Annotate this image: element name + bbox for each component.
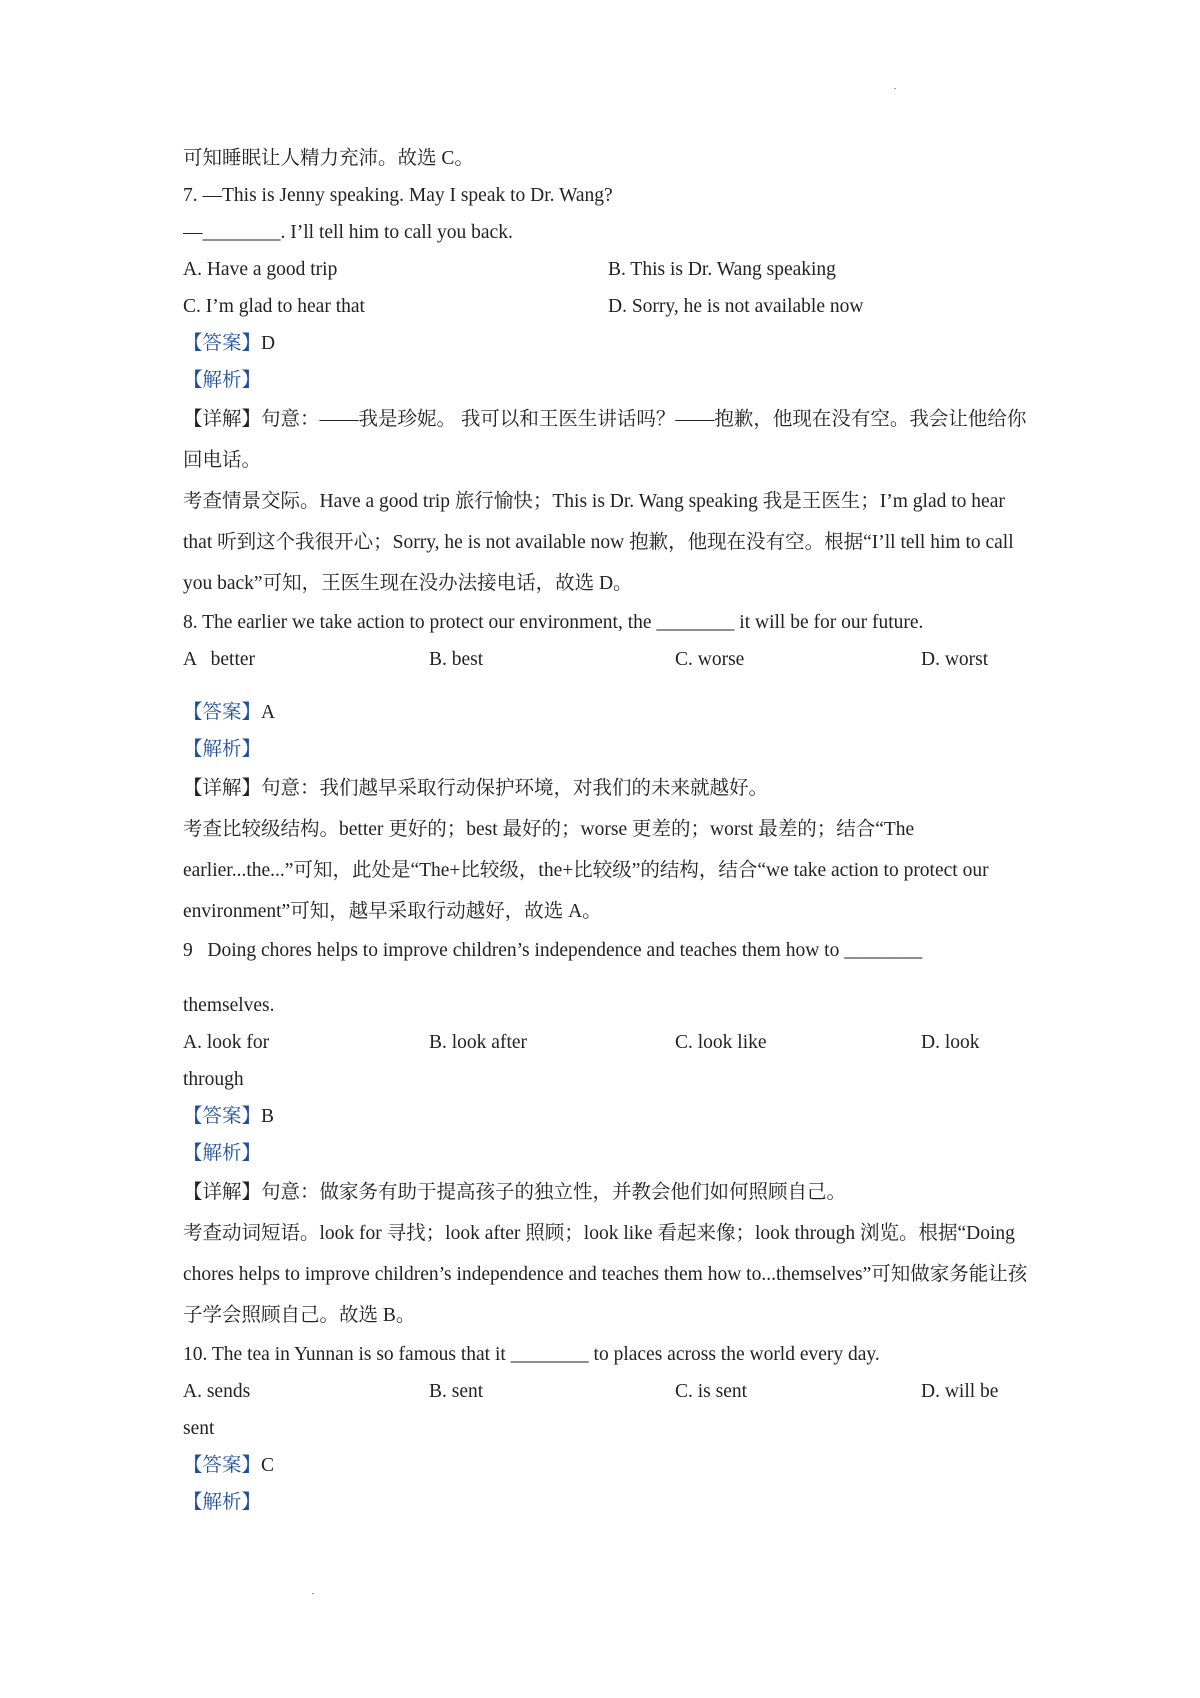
q9-answer-value: B — [261, 1106, 275, 1127]
q10-option-a: A. sends — [183, 1381, 251, 1402]
q9-analysis — [183, 1135, 1033, 1172]
analysis-label: 【解析】 — [183, 739, 262, 760]
question-8 — [183, 604, 1033, 932]
q9-option-a: A. look for — [183, 1032, 270, 1053]
detail-label: 【详解】 — [183, 1182, 262, 1203]
question-9 — [183, 932, 1033, 1336]
q8-option-d: D. worst — [921, 649, 989, 670]
q9-explanation: 考查动词短语。look for 寻找；look after 照顾；look like 看起来像；look through 浏览。根据“Doing chores helps to improve children’s independence and teaches them how to...themselves”可知做家务能让孩子学会照顾自己。故选 B。 — [183, 1223, 1028, 1326]
detail-label: 【详解】 — [183, 409, 262, 430]
scan-speck — [312, 1593, 314, 1594]
scan-speck — [894, 88, 896, 89]
q7-options-row-2 — [183, 288, 1033, 325]
q7-answer — [183, 325, 1033, 362]
q8-stem: 8. The earlier we take action to protect our environment, the ________ it will be for our future. — [183, 612, 924, 633]
q9-option-d-wrap: through — [183, 1069, 244, 1090]
q10-option-b: B. sent — [429, 1381, 484, 1402]
q8-detail-text: 句意：我们越早采取行动保护环境，对我们的未来就越好。 — [261, 778, 769, 799]
q9-option-c: C. look like — [675, 1032, 767, 1053]
q9-option-d: D. look — [921, 1032, 980, 1053]
q8-detail — [183, 768, 1033, 809]
q7-options-row-1 — [183, 251, 1033, 288]
q8-option-a: A better — [183, 649, 256, 670]
answer-label: 【答案】 — [183, 333, 262, 354]
q10-stem: 10. The tea in Yunnan is so famous that it ________ to places across the world every day. — [183, 1344, 880, 1365]
q9-stem-continued: themselves. — [183, 995, 275, 1016]
analysis-label: 【解析】 — [183, 1143, 262, 1164]
analysis-label: 【解析】 — [183, 370, 262, 391]
q10-answer-value: C — [261, 1455, 275, 1476]
question-7 — [183, 177, 1033, 604]
document-body — [183, 140, 1033, 1521]
q9-option-b: B. look after — [429, 1032, 528, 1053]
q9-options-row — [183, 1024, 1033, 1061]
q7-detail — [183, 399, 1033, 481]
answer-label: 【答案】 — [183, 1106, 262, 1127]
q10-analysis — [183, 1484, 1033, 1521]
answer-label: 【答案】 — [183, 1455, 262, 1476]
q8-options-row — [183, 641, 1033, 678]
q9-detail-text: 句意：做家务有助于提高孩子的独立性，并教会他们如何照顾自己。 — [261, 1182, 847, 1203]
q7-stem-line-1: 7. —This is Jenny speaking. May I speak to Dr. Wang? — [183, 185, 613, 206]
q7-option-c: C. I’m glad to hear that — [183, 296, 365, 317]
q10-option-c: C. is sent — [675, 1381, 748, 1402]
q7-option-d: D. Sorry, he is not available now — [608, 296, 864, 317]
q9-answer — [183, 1098, 1033, 1135]
analysis-label: 【解析】 — [183, 1492, 262, 1513]
q7-analysis — [183, 362, 1033, 399]
q7-option-a: A. Have a good trip — [183, 259, 338, 280]
answer-label: 【答案】 — [183, 702, 262, 723]
q10-option-d: D. will be — [921, 1381, 999, 1402]
q9-stem: 9 Doing chores helps to improve children’s independence and teaches them how to ________ — [183, 940, 923, 961]
q7-stem-line-2: —________. I’ll tell him to call you back. — [183, 222, 513, 243]
q7-detail-text: 句意：——我是珍妮。 我可以和王医生讲话吗？——抱歉，他现在没有空。我会让他给你回电话。 — [183, 409, 1027, 471]
q8-option-b: B. best — [429, 649, 484, 670]
q8-answer — [183, 694, 1033, 731]
q7-explanation: 考查情景交际。Have a good trip 旅行愉快；This is Dr. Wang speaking 我是王医生；I’m glad to hear that 听到这个我很开心；Sorry, he is not available now 抱歉，他现在没有空。根据“I’ll tell him to call you back”可知，王医生现在没办法接电话，故选 D。 — [183, 491, 1014, 594]
intro-line: 可知睡眠让人精力充沛。故选 C。 — [183, 148, 474, 169]
q10-option-d-wrap: sent — [183, 1418, 215, 1439]
q10-options-row — [183, 1373, 1033, 1410]
question-10 — [183, 1336, 1033, 1521]
q8-option-c: C. worse — [675, 649, 745, 670]
q8-explanation: 考查比较级结构。better 更好的；best 最好的；worse 更差的；worst 最差的；结合“The earlier...the...”可知，此处是“The+比较级，the+比较级”的结构，结合“we take action to protect our environment”可知，越早采取行动越好，故选 A。 — [183, 819, 989, 922]
q7-answer-value: D — [261, 333, 276, 354]
q8-answer-value: A — [261, 702, 276, 723]
detail-label: 【详解】 — [183, 778, 262, 799]
q8-analysis — [183, 731, 1033, 768]
q9-detail — [183, 1172, 1033, 1213]
q7-option-b: B. This is Dr. Wang speaking — [608, 259, 836, 280]
q10-answer — [183, 1447, 1033, 1484]
